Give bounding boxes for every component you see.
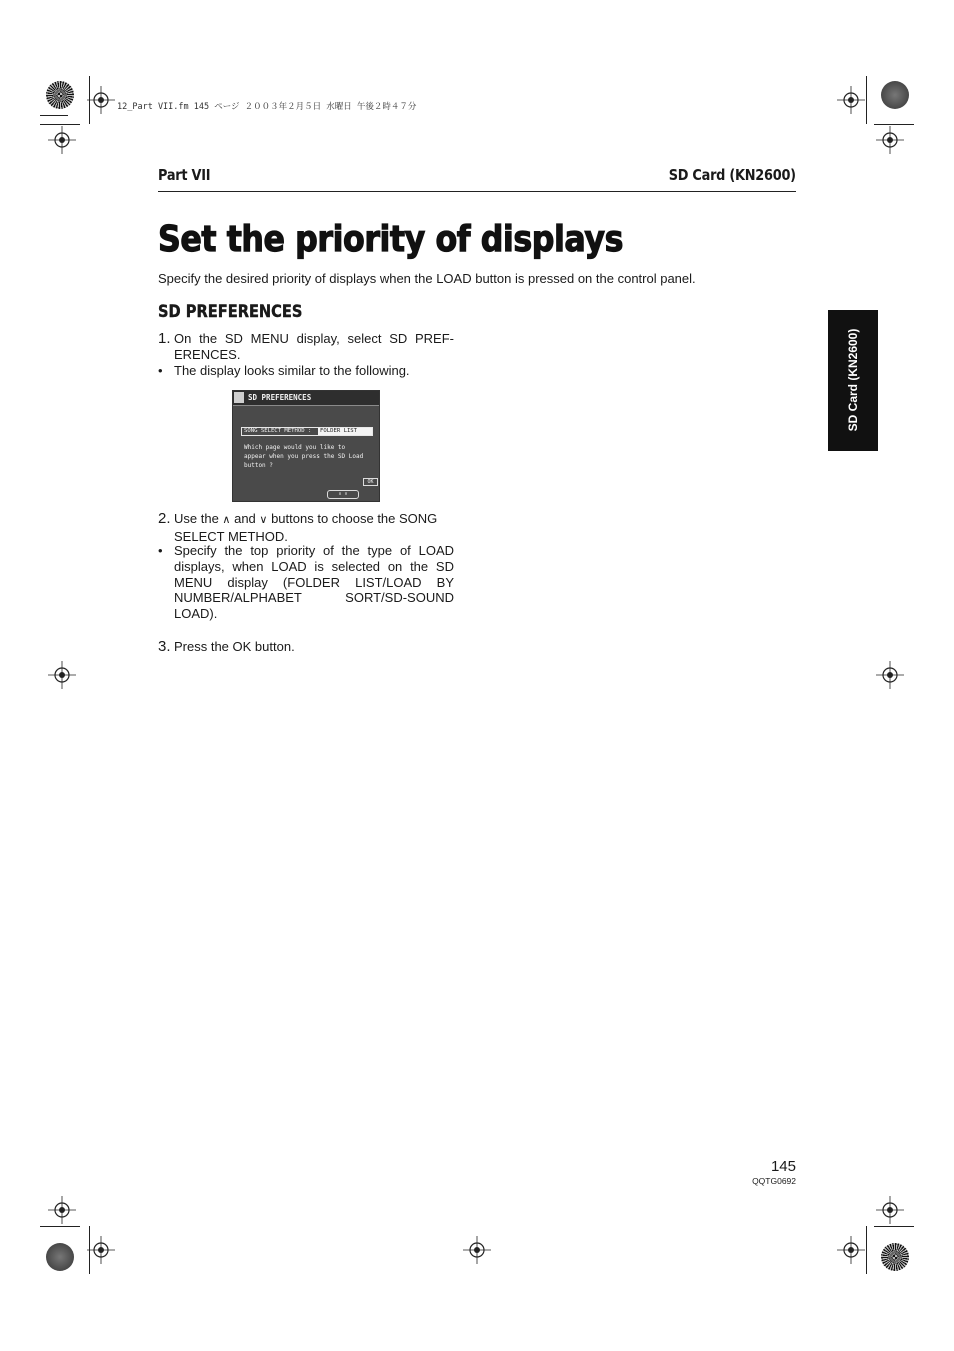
- up-arrow-icon: ∧: [222, 514, 231, 526]
- side-tab-label: SD Card (KN2600): [846, 328, 860, 432]
- color-target-icon: [46, 1243, 74, 1271]
- registration-mark-icon: [48, 661, 76, 689]
- color-target-icon: [881, 81, 909, 109]
- sd-card-icon: [234, 392, 244, 403]
- side-tab: [828, 310, 878, 451]
- step-text: Use the ∧ and ∨ buttons to choose the SONG SELECT METHOD.: [174, 511, 438, 544]
- lcd-arrow-buttons: ∧ ∨: [327, 490, 359, 499]
- registration-mark-icon: [87, 86, 115, 114]
- registration-mark-icon: [87, 1236, 115, 1264]
- registration-mark-icon: [876, 126, 904, 154]
- color-target-icon: [881, 1243, 909, 1271]
- page-number: 145: [770, 1158, 796, 1175]
- step-number: 3.: [158, 638, 171, 655]
- bullet-text: Specify the top priority of the type of LOAD displays, when LOAD is selected on the SD MENU display (FOLDER LIST/LOAD BY NUMBER/ALPHABET SORT/SD-SOUND LOAD).: [174, 543, 454, 622]
- registration-mark-icon: [463, 1236, 491, 1264]
- bullet-marker: •: [158, 363, 163, 378]
- step-text: On the SD MENU display, select SD PREF-ERENCES.: [174, 331, 454, 362]
- lcd-screenshot: [232, 390, 380, 502]
- registration-mark-icon: [837, 86, 865, 114]
- step-number: 1.: [158, 330, 171, 347]
- header-part: Part VII: [158, 166, 211, 184]
- registration-mark-icon: [48, 126, 76, 154]
- step-number: 2.: [158, 510, 171, 527]
- bullet-text: The display looks similar to the following.: [174, 363, 410, 378]
- registration-mark-icon: [48, 1196, 76, 1224]
- lcd-titlebar: [233, 391, 379, 406]
- registration-mark-icon: [837, 1236, 865, 1264]
- section-heading: SD PREFERENCES: [158, 302, 303, 322]
- document-code: QQTG0692: [752, 1176, 796, 1186]
- song-select-method-field: [241, 427, 373, 436]
- file-info: 12_Part VII.fm 145 ページ ２００３年２月５日 水曜日 午後２時４７分: [117, 102, 417, 112]
- header-section: SD Card (KN2600): [668, 166, 796, 184]
- color-target-icon: [46, 81, 74, 109]
- lcd-field-value: FOLDER LIST: [318, 428, 372, 435]
- bullet-marker: •: [158, 543, 163, 558]
- registration-mark-icon: [876, 661, 904, 689]
- step-text: Press the OK button.: [174, 639, 295, 654]
- lcd-ok-button: OK: [363, 478, 378, 486]
- intro-paragraph: Specify the desired priority of displays when the LOAD button is pressed on the control panel.: [158, 271, 696, 286]
- registration-mark-icon: [876, 1196, 904, 1224]
- page-title: Set the priority of displays: [158, 219, 624, 260]
- down-arrow-icon: ∨: [259, 514, 268, 526]
- lcd-field-label: SONG SELECT METHOD :: [244, 428, 312, 434]
- lcd-message: Which page would you like to appear when you press the SD Load button ?: [244, 444, 364, 469]
- lcd-title: SD PREFERENCES: [248, 393, 312, 402]
- header-rule: [158, 191, 796, 192]
